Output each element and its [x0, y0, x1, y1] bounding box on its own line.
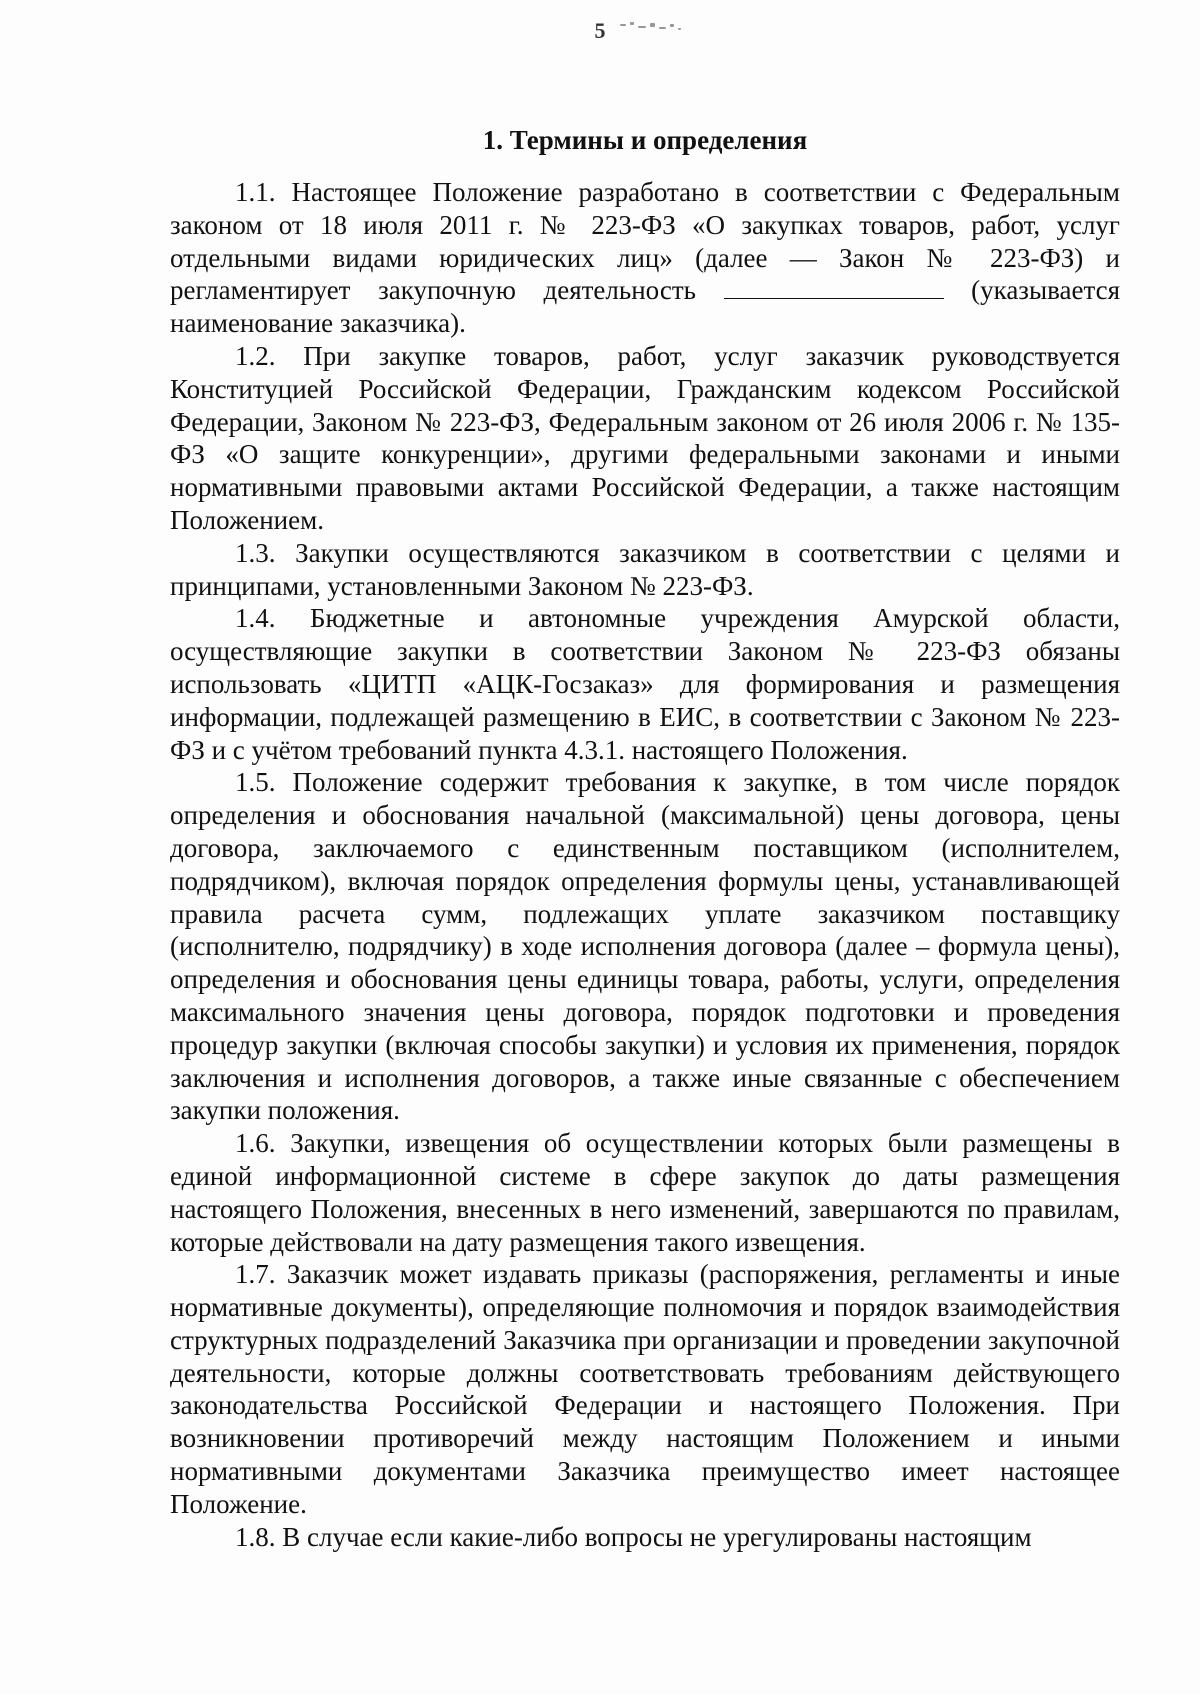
paragraph-1-6: 1.6. Закупки, извещения об осуществлении которых были размещены в единой информационной системе в сфере закупок до даты размещения настоящего Положения, внесенных в него изменений, завершаются по правилам, которые действовали на дату размещения такого извещения. [170, 1128, 1120, 1257]
paragraph-1-3: 1.3. Закупки осуществляются заказчиком в соответствии с целями и принципами, установленными Законом № 223-ФЗ. [170, 537, 1120, 601]
section-heading: 1. Термины и определения [482, 125, 808, 155]
paragraph-1-5: 1.5. Положение содержит требования к закупке, в том числе порядок определения и обоснования начальной (максимальной) цены договора, цены договора, заключаемого с единственным поставщиком (исполнителем, подрядчиком), включая порядок определения формулы цены, устанавливающей правила расчета сумм, подлежащих уплате заказчиком поставщику (исполнителю, подрядчику) в ходе исполнения договора (далее – формула цены), определения и обоснования цены единицы товара, работы, услуги, определения максимального значения цены договора, порядок подготовки и проведения процедур закупки (включая способы закупки) и условия их применения, порядок заключения и исполнения договоров, а также иные связанные с обеспечением закупки положения. [170, 767, 1120, 1126]
paragraph-1-1-text: 1.1. Настоящее Положение разработано в соответствии с Федеральным законом от 18 июля 2011 г. № 223-ФЗ «О закупках товаров, работ, услуг отдельными видами юридических лиц» (далее — Закон № 223-ФЗ) и регламентирует закупочную деятельность [170, 177, 1120, 306]
document-body [170, 120, 1120, 1553]
paragraph-1-7: 1.7. Заказчик может издавать приказы (распоряжения, регламенты и иные нормативные документы), определяющие полномочия и порядок взаимодействия структурных подразделений Заказчика при организации и проведении закупочной деятельности, которые должны соответствовать требованиям действующего законодательства Российской Федерации и настоящего Положения. При возникновении противоречий между настоящим Положением и иными нормативными документами Заказчика преимущество имеет настоящее Положение. [170, 1259, 1120, 1519]
paragraph-1-4: 1.4. Бюджетные и автономные учреждения Амурской области, осуществляющие закупки в соответствии Законом № 223-ФЗ обязаны использовать «ЦИТП «АЦК-Госзаказ» для формирования и размещения информации, подлежащей размещению в ЕИС, в соответствии с Законом № 223-ФЗ и с учётом требований пункта 4.3.1. настоящего Положения. [170, 603, 1120, 765]
paragraph-1-2: 1.2. При закупке товаров, работ, услуг заказчик руководствуется Конституцией Российской Федерации, Гражданским кодексом Российской Федерации, Законом № 223-ФЗ, Федеральным законом от 26 июля 2006 г. № 135-ФЗ «О защите конкуренции», другими федеральными законами и иными нормативными правовыми актами Российской Федерации, а также настоящим Положением. [170, 340, 1120, 535]
page-number: 5 [594, 18, 606, 43]
paragraph-1-1 [170, 176, 1120, 340]
fill-in-blank [724, 278, 944, 299]
paragraph-1-1-tail: (указывается наименование заказчика). [170, 275, 1121, 339]
paragraph-1-8: 1.8. В случае если какие-либо вопросы не урегулированы настоящим [235, 1521, 1032, 1552]
